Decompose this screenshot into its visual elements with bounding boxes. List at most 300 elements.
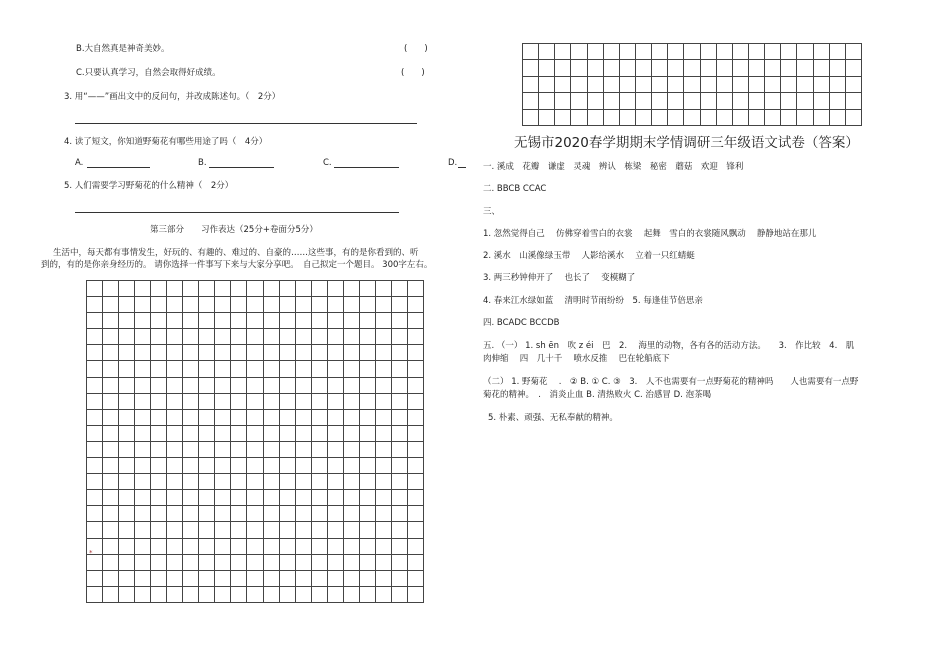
grid-cell xyxy=(247,409,263,425)
grid-cell xyxy=(391,361,407,377)
grid-cell xyxy=(135,570,151,586)
grid-row xyxy=(523,93,862,109)
grid-cell xyxy=(279,329,295,345)
grid-cell xyxy=(652,93,668,109)
grid-cell xyxy=(571,76,587,92)
grid-cell xyxy=(359,393,375,409)
grid-cell xyxy=(311,570,327,586)
grid-cell xyxy=(407,425,423,441)
grid-cell xyxy=(119,538,135,554)
grid-cell xyxy=(151,393,167,409)
grid-cell xyxy=(119,522,135,538)
grid-cell xyxy=(829,109,845,125)
grid-cell xyxy=(748,109,764,125)
grid-cell xyxy=(103,554,119,570)
grid-cell xyxy=(103,474,119,490)
grid-cell xyxy=(231,393,247,409)
grid-cell xyxy=(407,345,423,361)
grid-cell xyxy=(359,490,375,506)
grid-cell xyxy=(151,586,167,602)
grid-cell xyxy=(135,281,151,297)
grid-cell xyxy=(716,44,732,60)
grid-cell xyxy=(716,93,732,109)
grid-cell xyxy=(135,329,151,345)
grid-cell xyxy=(587,76,603,92)
grid-cell xyxy=(167,506,183,522)
q4-label-c: C. xyxy=(323,158,332,168)
grid-cell xyxy=(87,281,103,297)
grid-cell xyxy=(119,297,135,313)
grid-cell xyxy=(215,506,231,522)
grid-cell xyxy=(407,522,423,538)
grid-row xyxy=(87,538,424,554)
grid-cell xyxy=(295,377,311,393)
grid-cell xyxy=(375,586,391,602)
grid-cell xyxy=(343,361,359,377)
grid-cell xyxy=(279,393,295,409)
grid-row xyxy=(87,586,424,602)
grid-cell xyxy=(359,425,375,441)
grid-cell xyxy=(87,522,103,538)
grid-cell xyxy=(103,425,119,441)
grid-cell xyxy=(375,361,391,377)
grid-cell xyxy=(523,93,539,109)
option-c-answer-paren: ( ) xyxy=(401,68,425,78)
grid-cell xyxy=(327,425,343,441)
answer-3-4: 4. 春来江水绿如蓝 清明时节雨纷纷 5. 每逢佳节倍思亲 xyxy=(483,296,703,306)
grid-cell xyxy=(215,490,231,506)
grid-cell xyxy=(343,409,359,425)
grid-cell xyxy=(215,329,231,345)
grid-cell xyxy=(151,425,167,441)
grid-cell xyxy=(295,297,311,313)
grid-cell xyxy=(247,522,263,538)
grid-cell xyxy=(263,586,279,602)
grid-cell xyxy=(103,377,119,393)
grid-cell xyxy=(279,425,295,441)
grid-cell xyxy=(167,409,183,425)
grid-cell xyxy=(295,425,311,441)
grid-cell xyxy=(359,570,375,586)
grid-cell xyxy=(571,109,587,125)
grid-cell xyxy=(295,554,311,570)
grid-cell xyxy=(845,44,861,60)
grid-cell xyxy=(183,377,199,393)
grid-cell xyxy=(781,44,797,60)
grid-cell xyxy=(199,361,215,377)
grid-cell xyxy=(407,538,423,554)
grid-cell xyxy=(183,297,199,313)
grid-cell xyxy=(167,329,183,345)
grid-cell xyxy=(103,586,119,602)
grid-cell xyxy=(295,458,311,474)
grid-cell xyxy=(327,586,343,602)
grid-cell xyxy=(263,409,279,425)
grid-cell xyxy=(555,76,571,92)
grid-cell xyxy=(343,441,359,457)
grid-cell xyxy=(311,490,327,506)
grid-cell xyxy=(635,60,651,76)
grid-cell xyxy=(183,506,199,522)
grid-cell xyxy=(199,522,215,538)
grid-cell xyxy=(391,458,407,474)
grid-cell xyxy=(231,425,247,441)
grid-cell xyxy=(199,506,215,522)
grid-cell xyxy=(215,441,231,457)
grid-cell xyxy=(295,345,311,361)
grid-cell xyxy=(391,474,407,490)
grid-cell xyxy=(231,345,247,361)
answer-section-2: 二. BBCB CCAC xyxy=(483,184,547,194)
grid-cell xyxy=(119,345,135,361)
grid-cell xyxy=(295,570,311,586)
grid-cell xyxy=(311,586,327,602)
grid-cell xyxy=(539,93,555,109)
grid-cell xyxy=(327,313,343,329)
grid-cell xyxy=(845,109,861,125)
grid-cell xyxy=(87,458,103,474)
grid-cell xyxy=(167,393,183,409)
grid-cell xyxy=(167,441,183,457)
grid-cell xyxy=(151,522,167,538)
grid-cell xyxy=(215,313,231,329)
grid-cell xyxy=(327,409,343,425)
grid-cell xyxy=(151,281,167,297)
grid-cell xyxy=(119,506,135,522)
grid-cell xyxy=(343,377,359,393)
q4-blank-b xyxy=(209,158,274,168)
grid-cell xyxy=(87,474,103,490)
grid-cell xyxy=(311,313,327,329)
grid-row xyxy=(87,393,424,409)
grid-cell xyxy=(343,458,359,474)
grid-cell xyxy=(103,361,119,377)
grid-cell xyxy=(295,506,311,522)
grid-cell xyxy=(375,506,391,522)
grid-cell xyxy=(263,361,279,377)
grid-cell xyxy=(247,425,263,441)
grid-cell xyxy=(87,490,103,506)
grid-cell xyxy=(311,393,327,409)
option-b-answer-paren: ( ) xyxy=(404,44,428,54)
grid-cell xyxy=(327,393,343,409)
grid-cell xyxy=(87,313,103,329)
grid-cell xyxy=(359,506,375,522)
grid-cell xyxy=(247,441,263,457)
grid-cell xyxy=(151,474,167,490)
grid-cell xyxy=(829,44,845,60)
grid-cell xyxy=(183,570,199,586)
grid-cell xyxy=(539,44,555,60)
grid-cell xyxy=(263,506,279,522)
grid-cell xyxy=(327,297,343,313)
grid-row xyxy=(87,506,424,522)
grid-cell xyxy=(183,474,199,490)
grid-cell xyxy=(135,522,151,538)
answer-5-line-1: 五. （一） 1. sh ēn 吹 z éi 巴 2. 海里的动物，各有各的活动方法。 3. 作比较 4. 肌 xyxy=(483,341,855,351)
question-4: 4. 读了短文，你知道野菊花有哪些用途了吗（ 4分） xyxy=(64,137,268,147)
grid-row xyxy=(87,441,424,457)
grid-cell xyxy=(231,474,247,490)
grid-cell xyxy=(263,538,279,554)
section-3-heading: 第三部分 习作表达（25分+卷面分5分） xyxy=(150,225,318,235)
grid-cell xyxy=(311,538,327,554)
grid-cell xyxy=(327,361,343,377)
grid-cell xyxy=(183,409,199,425)
grid-cell xyxy=(247,586,263,602)
grid-cell xyxy=(263,570,279,586)
grid-cell xyxy=(119,474,135,490)
grid-cell xyxy=(135,425,151,441)
grid-cell xyxy=(359,297,375,313)
grid-cell xyxy=(151,570,167,586)
grid-cell xyxy=(119,570,135,586)
grid-cell xyxy=(391,570,407,586)
grid-cell xyxy=(103,458,119,474)
q4-label-a: A. xyxy=(75,158,84,168)
grid-cell xyxy=(797,44,813,60)
grid-cell xyxy=(183,281,199,297)
grid-cell xyxy=(539,76,555,92)
grid-cell xyxy=(359,474,375,490)
grid-cell xyxy=(87,506,103,522)
grid-cell xyxy=(295,361,311,377)
grid-cell xyxy=(375,409,391,425)
grid-cell xyxy=(263,441,279,457)
grid-cell xyxy=(343,393,359,409)
grid-cell xyxy=(407,554,423,570)
grid-cell xyxy=(183,441,199,457)
grid-cell xyxy=(555,109,571,125)
grid-cell xyxy=(407,474,423,490)
grid-cell xyxy=(295,522,311,538)
grid-cell xyxy=(765,93,781,109)
grid-row xyxy=(87,554,424,570)
grid-cell xyxy=(199,329,215,345)
question-3: 3. 用“——”画出文中的反问句，并改成陈述句。（ 2分） xyxy=(64,92,281,102)
grid-cell xyxy=(247,474,263,490)
grid-cell xyxy=(103,522,119,538)
grid-cell xyxy=(765,109,781,125)
grid-cell xyxy=(263,329,279,345)
grid-cell xyxy=(247,281,263,297)
grid-cell xyxy=(263,297,279,313)
grid-cell xyxy=(263,313,279,329)
answer-section-1: 一. 溪成 花瓣 谦虚 灵魂 辨认 栋梁 秘密 蘑菇 欢迎 锋利 xyxy=(483,162,744,172)
grid-cell xyxy=(343,490,359,506)
grid-cell xyxy=(103,441,119,457)
grid-cell xyxy=(215,281,231,297)
grid-cell xyxy=(327,377,343,393)
grid-cell xyxy=(167,297,183,313)
grid-cell xyxy=(119,313,135,329)
grid-cell xyxy=(119,586,135,602)
grid-cell xyxy=(263,345,279,361)
grid-cell xyxy=(407,570,423,586)
grid-cell xyxy=(151,377,167,393)
grid-cell xyxy=(279,554,295,570)
grid-cell xyxy=(199,297,215,313)
grid-cell xyxy=(247,538,263,554)
grid-cell xyxy=(119,377,135,393)
grid-cell xyxy=(391,586,407,602)
grid-cell xyxy=(247,345,263,361)
grid-cell xyxy=(279,377,295,393)
question-5: 5. 人们需要学习野菊花的什么精神（ 2分） xyxy=(64,181,234,191)
grid-cell xyxy=(619,76,635,92)
grid-cell xyxy=(391,506,407,522)
grid-cell xyxy=(813,76,829,92)
grid-cell xyxy=(167,361,183,377)
grid-cell xyxy=(135,313,151,329)
grid-cell xyxy=(327,474,343,490)
grid-cell xyxy=(523,60,539,76)
grid-cell xyxy=(765,76,781,92)
grid-cell xyxy=(391,409,407,425)
grid-cell xyxy=(103,506,119,522)
grid-cell xyxy=(199,538,215,554)
grid-cell xyxy=(765,44,781,60)
grid-cell xyxy=(797,60,813,76)
grid-cell xyxy=(103,409,119,425)
grid-cell xyxy=(87,329,103,345)
grid-cell xyxy=(684,60,700,76)
grid-cell xyxy=(119,490,135,506)
grid-cell xyxy=(183,361,199,377)
grid-cell xyxy=(700,93,716,109)
grid-cell xyxy=(87,570,103,586)
composition-grid xyxy=(86,280,424,603)
answer-line-q3 xyxy=(75,123,417,124)
grid-cell xyxy=(327,458,343,474)
grid-cell xyxy=(327,345,343,361)
grid-cell xyxy=(311,506,327,522)
answer-grid xyxy=(522,43,862,126)
grid-cell xyxy=(199,409,215,425)
grid-cell xyxy=(391,329,407,345)
grid-cell xyxy=(311,458,327,474)
grid-cell xyxy=(231,570,247,586)
grid-cell xyxy=(343,554,359,570)
grid-cell xyxy=(407,281,423,297)
grid-cell xyxy=(263,474,279,490)
grid-cell xyxy=(732,76,748,92)
grid-cell xyxy=(263,458,279,474)
grid-cell xyxy=(279,538,295,554)
grid-cell xyxy=(765,60,781,76)
grid-cell xyxy=(87,393,103,409)
grid-cell xyxy=(183,329,199,345)
grid-cell xyxy=(295,393,311,409)
grid-cell xyxy=(295,441,311,457)
grid-cell xyxy=(215,393,231,409)
grid-cell xyxy=(375,297,391,313)
grid-cell xyxy=(813,60,829,76)
grid-cell xyxy=(748,44,764,60)
grid-cell xyxy=(231,297,247,313)
grid-row xyxy=(87,377,424,393)
grid-row xyxy=(87,458,424,474)
grid-cell xyxy=(587,60,603,76)
grid-cell xyxy=(183,586,199,602)
grid-cell xyxy=(103,490,119,506)
grid-cell xyxy=(135,586,151,602)
grid-cell xyxy=(327,441,343,457)
grid-cell xyxy=(199,490,215,506)
grid-cell xyxy=(167,538,183,554)
grid-cell xyxy=(716,60,732,76)
grid-cell xyxy=(359,345,375,361)
grid-cell xyxy=(652,76,668,92)
answer-section-4: 四. BCADC BCCDB xyxy=(483,318,560,328)
grid-row xyxy=(87,474,424,490)
grid-cell xyxy=(407,377,423,393)
grid-cell xyxy=(247,329,263,345)
grid-cell xyxy=(375,281,391,297)
grid-cell xyxy=(279,441,295,457)
grid-cell xyxy=(263,377,279,393)
grid-cell xyxy=(311,474,327,490)
grid-cell xyxy=(587,93,603,109)
grid-cell xyxy=(375,377,391,393)
grid-cell xyxy=(215,554,231,570)
grid-row xyxy=(87,409,424,425)
grid-cell xyxy=(215,586,231,602)
grid-cell xyxy=(343,522,359,538)
grid-cell xyxy=(231,361,247,377)
writing-prompt-line-1: 生活中，每天都有事情发生，好玩的、有趣的、难过的、自豪的……这些事，有的是你看到的、听 xyxy=(53,248,419,258)
grid-cell xyxy=(183,490,199,506)
grid-cell xyxy=(231,441,247,457)
grid-cell xyxy=(343,345,359,361)
grid-cell xyxy=(587,109,603,125)
grid-cell xyxy=(247,570,263,586)
grid-cell xyxy=(103,570,119,586)
grid-cell xyxy=(555,93,571,109)
grid-cell xyxy=(684,93,700,109)
grid-cell xyxy=(555,44,571,60)
grid-cell xyxy=(668,76,684,92)
grid-cell xyxy=(652,44,668,60)
grid-cell xyxy=(407,409,423,425)
grid-cell xyxy=(103,329,119,345)
grid-cell xyxy=(391,313,407,329)
grid-cell xyxy=(231,329,247,345)
grid-cell xyxy=(829,93,845,109)
option-c-text: C.只要认真学习，自然会取得好成绩。 xyxy=(76,68,221,78)
grid-cell xyxy=(247,554,263,570)
grid-cell xyxy=(700,60,716,76)
grid-cell xyxy=(797,109,813,125)
grid-cell xyxy=(199,474,215,490)
grid-cell xyxy=(359,329,375,345)
grid-cell xyxy=(343,313,359,329)
grid-cell xyxy=(263,554,279,570)
grid-cell xyxy=(167,522,183,538)
grid-cell xyxy=(635,44,651,60)
grid-cell xyxy=(813,44,829,60)
grid-row xyxy=(87,361,424,377)
grid-cell xyxy=(391,554,407,570)
grid-cell xyxy=(135,474,151,490)
grid-cell xyxy=(103,393,119,409)
grid-cell xyxy=(119,409,135,425)
grid-cell xyxy=(135,409,151,425)
grid-cell xyxy=(247,377,263,393)
grid-cell xyxy=(375,345,391,361)
grid-cell xyxy=(151,361,167,377)
grid-cell xyxy=(813,109,829,125)
